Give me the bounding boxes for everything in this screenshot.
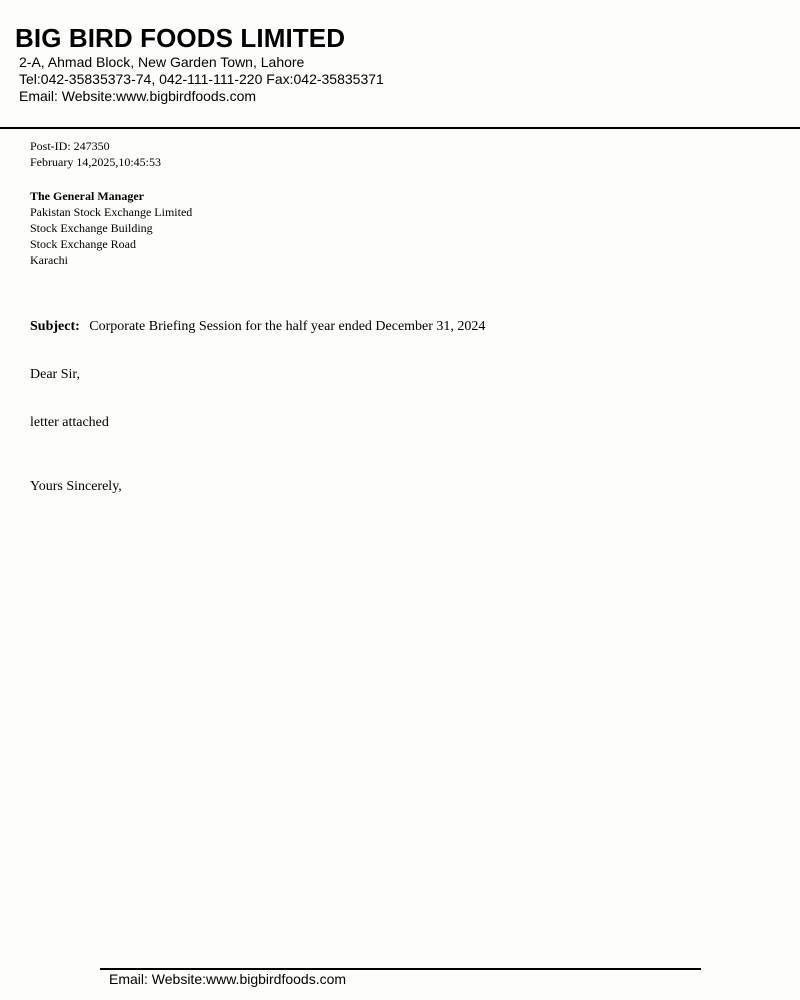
footer-divider <box>100 968 701 970</box>
recipient-line: Karachi <box>30 253 68 267</box>
recipient-line: Stock Exchange Road <box>30 237 136 251</box>
company-address: 2-A, Ahmad Block, New Garden Town, Lahore <box>19 54 305 70</box>
salutation: Dear Sir, <box>30 367 80 382</box>
company-email-website: Email: Website:www.bigbirdfoods.com <box>19 88 257 104</box>
recipient-block <box>30 188 192 268</box>
recipient-line: Pakistan Stock Exchange Limited <box>30 205 193 219</box>
company-phone-fax: Tel:042-35835373-74, 042-111-111-220 Fax:042-35835371 <box>19 71 384 87</box>
letter-body: letter attached <box>30 415 109 430</box>
post-date: February 14,2025,10:45:53 <box>30 155 161 169</box>
closing: Yours Sincerely, <box>30 479 122 494</box>
company-name: BIG BIRD FOODS LIMITED <box>15 23 346 53</box>
footer-email-website: Email: Website:www.bigbirdfoods.com <box>109 971 347 987</box>
post-id: Post-ID: 247350 <box>30 139 110 153</box>
recipient-title: The General Manager <box>30 189 144 203</box>
header-divider <box>0 127 800 129</box>
subject-label: Subject: <box>30 319 80 334</box>
subject-text: Corporate Briefing Session for the half year ended December 31, 2024 <box>89 319 486 334</box>
recipient-line: Stock Exchange Building <box>30 221 153 235</box>
subject-line <box>30 318 485 336</box>
letterhead <box>0 0 800 128</box>
